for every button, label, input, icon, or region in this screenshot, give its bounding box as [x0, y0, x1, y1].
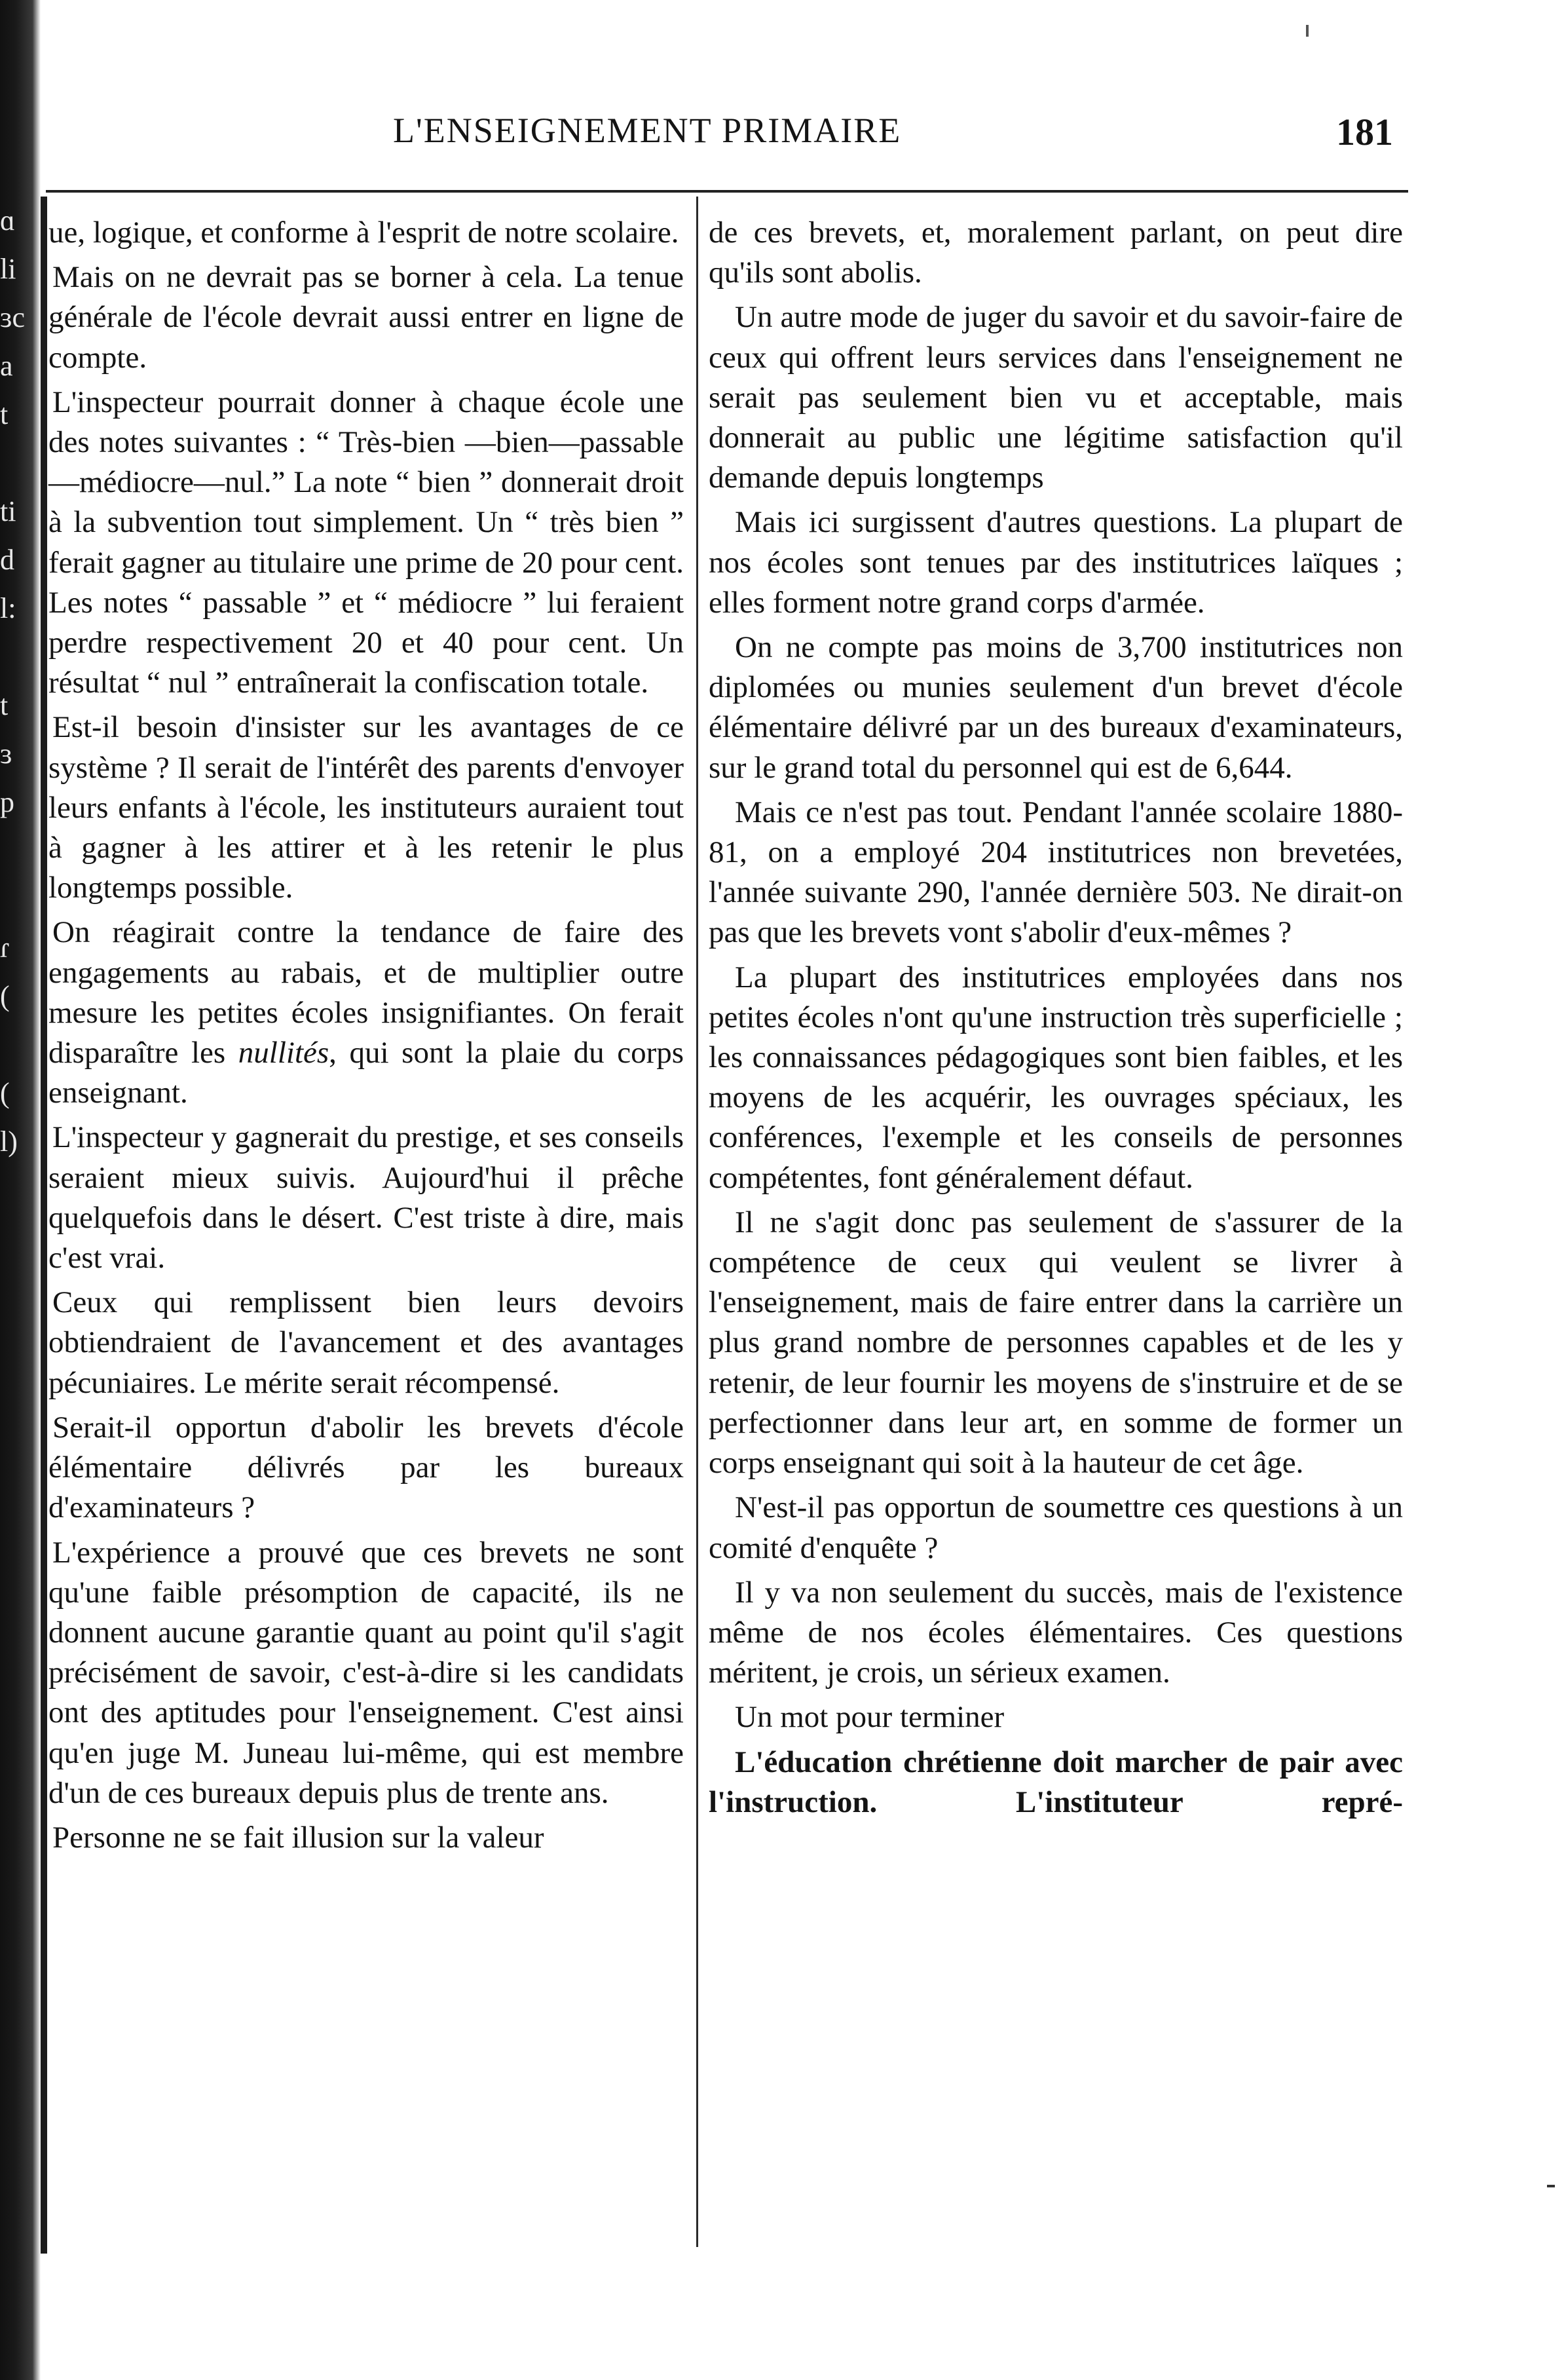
paragraph: Personne ne se fait illusion sur la valeur — [52, 1820, 544, 1855]
paragraph: L'expérience a prouvé que ces brevets ne sont qu'une faible présomption de capacité, ils ne donnent aucune garantie quant au point qu'il s'agit précisément de savoir, c'est-à-dire si les candidats ont des aptitudes pour l'enseignement. C'est ainsi qu'en juge M. Juneau lui-même, qui est membre d'un de ces bureaux depuis plus de trente ans. — [48, 1535, 684, 1810]
edge-fragment: p — [0, 786, 14, 818]
paragraph: Un autre mode de juger du savoir et du savoir-faire de ceux qui offrent leurs services dans l'enseignement ne serait pas seulement bien vu et acceptable, mais donnerait au public une légitime satisfaction qu'il demande depuis longtemps — [709, 300, 1403, 495]
edge-fragment: t — [0, 689, 9, 721]
edge-fragment: ɜc — [0, 301, 26, 333]
paragraph: L'éducation chrétienne doit marcher de pair avec l'instruction. L'instituteur repré- — [709, 1745, 1403, 1819]
edge-fragment: ( — [0, 980, 10, 1012]
paragraph: Mais ce n'est pas tout. Pendant l'année scolaire 1880-81, on a employé 204 institutrices non brevetées, l'année suivante 290, l'année dernière 503. Ne dirait-on pas que les brevets vont s'abolir d'eux-mêmes ? — [709, 795, 1403, 950]
edge-fragment — [0, 633, 26, 681]
running-head — [0, 110, 1566, 169]
edge-fragment: ɜ — [0, 738, 12, 770]
paragraph: L'inspecteur y gagnerait du prestige, et ses conseils seraient mieux suivis. Aujourd'hui il prêche quelquefois dans le désert. C'est triste à dire, mais c'est vrai. — [48, 1120, 684, 1275]
paragraph: ue, logique, et conforme à l'esprit de notre scolaire. — [48, 216, 679, 250]
paragraph: L'inspecteur pourrait donner à chaque école une des notes suivantes : “ Très-bien —bien—passable—médiocre—nul.” La note “ bien ” donnerait droit à la subvention tout simplement. Un “ très bien ” ferait gagner au titulaire une prime de 20 pour cent. Les notes “ passable ” et “ médiocre ” lui feraient perdre respectivement 20 et 40 pour cent. Un résultat “ nul ” entraînerait la confiscation totale. — [48, 385, 684, 700]
paragraph: N'est-il pas opportun de soumettre ces questions à un comité d'enquête ? — [709, 1490, 1403, 1565]
paragraph: Serait-il opportun d'abolir les brevets d'école élémentaire délivrés par les bureaux d'examinateurs ? — [48, 1410, 684, 1525]
binding-strip — [41, 197, 47, 2254]
column-divider — [696, 197, 698, 2247]
edge-fragment: ( — [0, 1077, 10, 1109]
edge-fragment: li — [0, 253, 16, 285]
edge-fragment: l) — [0, 1125, 18, 1158]
left-column — [48, 213, 684, 1862]
right-column — [709, 213, 1403, 1827]
header-rule — [46, 190, 1408, 193]
edge-fragment: ɾ — [0, 932, 10, 964]
scan-mark — [1547, 2185, 1555, 2187]
edge-fragment: l: — [0, 592, 16, 624]
edge-fragment — [0, 827, 26, 875]
paragraph: Un mot pour terminer — [735, 1700, 1005, 1735]
paragraph: On ne compte pas moins de 3,700 institutrices non diplomées ou munies seulement d'un brevet d'école élémentaire délivré par un des bureaux d'examinateurs, sur le grand total du personnel qui est de 6,644. — [709, 630, 1403, 785]
edge-fragment: t — [0, 398, 9, 430]
running-title: L'ENSEIGNEMENT PRIMAIRE — [393, 111, 902, 150]
page-number: 181 — [1336, 111, 1393, 153]
paragraph: Il ne s'agit donc pas seulement de s'assurer de la compétence de ceux qui veulent se livrer à l'enseignement, mais de faire entrer dans la carrière un plus grand nombre de personnes capables et de les y retenir, de leur fournir les moyens de s'instruire et de se perfectionner dans leur art, en somme de former un corps enseignant qui soit à la hauteur de cet âge. — [709, 1205, 1403, 1481]
paragraph: La plupart des institutrices employées dans nos petites écoles n'ont qu'une instruction très superficielle ; les connaissances pédagogiques sont bien faibles, et les moyens de les acquérir, les ouvrages spéciaux, les conférences, l'exemple et les conseils de personnes compétentes, font généralement défaut. — [709, 960, 1403, 1195]
edge-fragment: d — [0, 544, 14, 576]
paragraph: Mais on ne devrait pas se borner à cela. La tenue générale de l'école devrait aussi entrer en ligne de compte. — [48, 260, 684, 375]
paragraph: Il y va non seulement du succès, mais de l'existence même de nos écoles élémentaires. Ces questions méritent, je crois, un sérieux examen. — [709, 1575, 1403, 1690]
paragraph: Est-il besoin d'insister sur les avantages de ce système ? Il serait de l'intérêt des parents d'envoyer leurs enfants à l'école, les instituteurs auraient tout à gagner à les attirer et à les retenir le plus longtemps possible. — [48, 710, 684, 905]
edge-fragment — [0, 1021, 26, 1069]
scan-mark — [1306, 25, 1309, 37]
neighbor-page-edge-fragments — [0, 197, 26, 1166]
paragraph: On réagirait contre la tendance de faire des engagements au rabais, et de multiplier outre mesure les petites écoles insignifiantes. On ferait disparaître les nullités, qui sont la plaie du corps enseignant. — [48, 915, 684, 1110]
edge-fragment — [0, 439, 26, 487]
edge-fragment: ti — [0, 495, 16, 527]
edge-fragment: a — [0, 350, 13, 382]
paragraph: de ces brevets, et, moralement parlant, on peut dire qu'ils sont abolis. — [709, 216, 1403, 290]
paragraph: Mais ici surgissent d'autres questions. La plupart de nos écoles sont tenues par des institutrices laïques ; elles forment notre grand corps d'armée. — [709, 505, 1403, 620]
edge-fragment — [0, 875, 26, 924]
paragraph: Ceux qui remplissent bien leurs devoirs obtiendraient de l'avancement et des avantages pécuniaires. Le mérite serait récompensé. — [48, 1285, 684, 1400]
edge-fragment: ɑ — [0, 204, 16, 236]
